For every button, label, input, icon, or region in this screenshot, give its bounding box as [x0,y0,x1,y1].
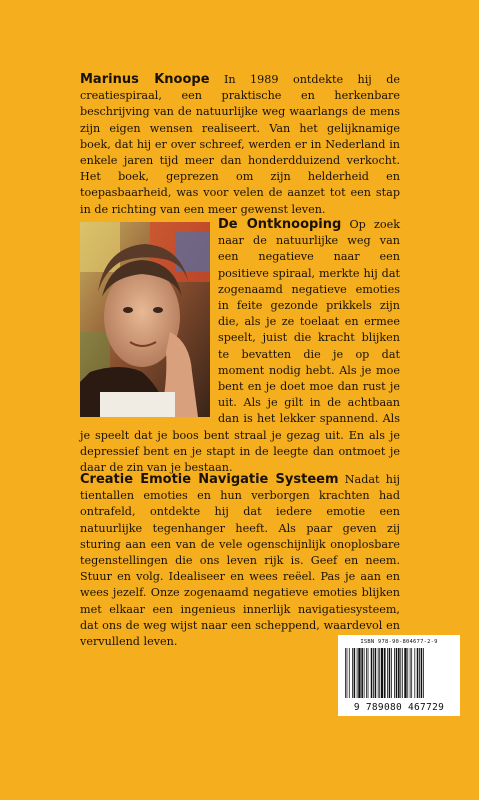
heading-marinus-knoope: Marinus Knoope [80,72,210,87]
section-de-ontknooping [80,217,400,476]
author-photo [80,222,210,417]
heading-creatie-emotie-navigatie-systeem: Creatie Emotie Navigatie Systeem [80,472,339,487]
body-creatie-emotie-navigatie-systeem: Nadat hij tientallen emoties en hun verborgen krachten had ontrafeld, ontdekte hij dat iedere emotie een natuurlijke tegenhanger heeft. Als paar geven zij sturing aan een van de vele ogenschijnlijk onoplosbare tegenstellingen die ons leven rijk is. Geef en neem. Stuur en volg. Idealiseer en wees reëel. Pas je aan en wees jezelf. Onze zogenaamd negatieve emoties blijken met elkaar een ingenieus innerlijk navigatiesysteem, dat ons de weg wijst naar een scheppend, waardevol en vervullend leven. [80,473,400,649]
section-creatie-emotie-navigatie-systeem [80,472,400,650]
heading-de-ontknooping: De Ontknooping [218,217,342,232]
author-portrait-image [80,222,210,417]
body-marinus-knoope: In 1989 ontdekte hij de creatiespiraal, een praktische en herkenbare beschrijving van de natuurlijke weg waarlangs de mens zijn eigen wensen realiseert. Van het gelijknamige boek, dat hij er over schreef, werden er in Nederland in enkele jaren tijd meer dan honderdduizend verkocht. Het boek, geprezen om zijn helderheid en toepasbaarheid, was voor velen de aanzet tot een stap in de richting van een meer gewenst leven. [80,73,400,216]
section-marinus-knoope [80,72,400,218]
isbn-label: ISBN 978-90-804677-2-9 [360,639,438,645]
barcode-bars [345,648,455,698]
barcode-digits: 9 789080 467729 [353,702,445,713]
isbn-barcode [338,635,460,716]
body-de-ontknooping: Op zoek naar de natuurlijke weg van een negatieve naar een positieve spiraal, merkte hij dat zogenaamd negatieve emoties in feite gezonde prikkels zijn die, als je ze toelaat en ermee speelt, juist die kracht blijken te bevatten die je op dat moment nodig hebt. Als je moe bent en je doet moe dan rust je uit. Als je gilt in de achtbaan dan is het lekker spannend. Als je speelt dat je boos bent straal je gezag uit. En als je depressief bent en je stapt in de leegte dan ontmoet je daar de zin van je bestaan. [80,218,400,475]
